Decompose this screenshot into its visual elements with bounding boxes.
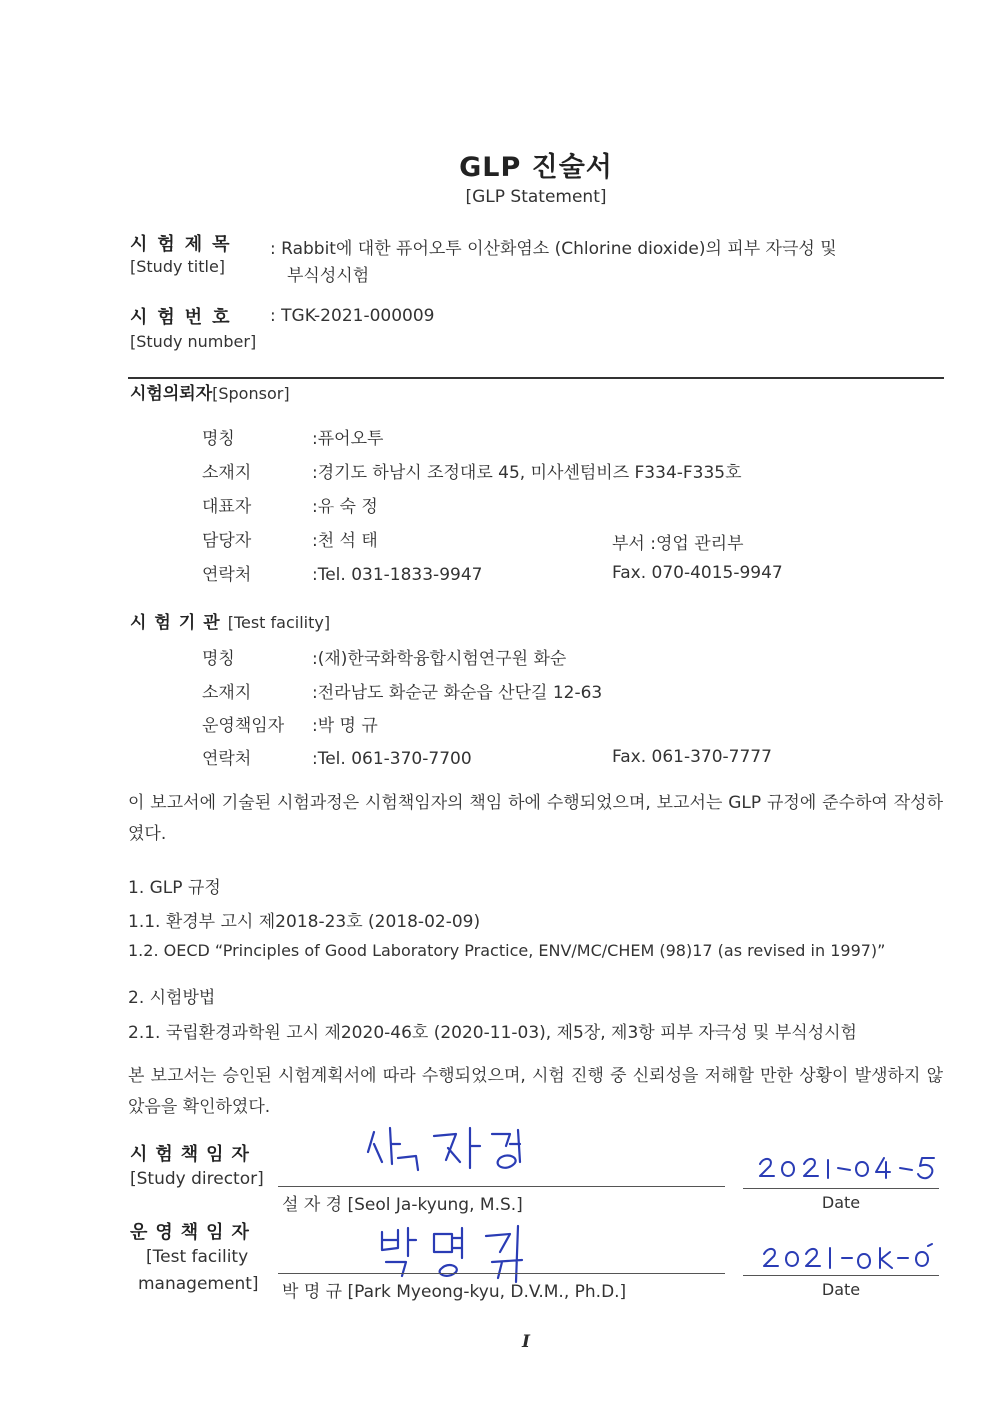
sponsor-address-row (202, 458, 742, 483)
rules-item-1: 1.1. 환경부 고시 제2018-23호 (2018-02-09) (128, 912, 481, 932)
manager-label-en-line2: management] (138, 1274, 259, 1294)
facility-manager-value: :박 명 규 (312, 716, 378, 736)
sponsor-contact-row (202, 526, 378, 551)
sponsor-contact-label: 담당자 (202, 531, 252, 551)
director-name: 설 자 경 [Seol Ja-kyung, M.S.] (282, 1195, 523, 1215)
sponsor-heading-ko: 시험의뢰자 (130, 384, 213, 404)
director-handwritten-date-image (750, 1150, 940, 1186)
facility-address-value: :전라남도 화순군 화순읍 산단길 12-63 (312, 683, 603, 703)
director-date-strokes (760, 1158, 934, 1178)
director-date-line (743, 1188, 939, 1189)
sponsor-phone-value: :Tel. 031-1833-9947 (312, 565, 483, 585)
manager-signature-line (278, 1273, 725, 1274)
manager-date-line (743, 1275, 939, 1276)
sponsor-dept: 부서 :영업 관리부 (612, 534, 744, 554)
rules-item-2: 1.2. OECD “Principles of Good Laboratory Practice, ENV/MC/CHEM (98)17 (as revised in 1997)” (128, 941, 886, 960)
manager-name: 박 명 규 [Park Myeong-kyu, D.V.M., Ph.D.] (282, 1282, 627, 1302)
sponsor-heading (130, 379, 290, 404)
facility-manager-row (202, 711, 378, 736)
facility-heading-ko: 시험기관 (130, 613, 228, 633)
page-subtitle: [GLP Statement] (465, 187, 607, 207)
facility-fax: Fax. 061-370-7777 (612, 747, 772, 767)
methods-item-1: 2.1. 국립환경과학원 고시 제2020-46호 (2020-11-03), 제5장, 제3항 피부 자극성 및 부식성시험 (128, 1023, 857, 1043)
study-number-label-en: [Study number] (130, 332, 257, 351)
manager-date-label: Date (821, 1280, 861, 1299)
facility-manager-label: 운영책임자 (202, 716, 285, 736)
director-label-en: [Study director] (130, 1169, 264, 1189)
confirmation-paragraph: 본 보고서는 승인된 시험계획서에 따라 수행되었으며, 시험 진행 중 신뢰성을 저해할 만한 상황이 발생하지 않았음을 확인하였다. (128, 1066, 943, 1117)
facility-phone-label: 연락처 (202, 749, 252, 769)
statement-paragraph: 이 보고서에 기술된 시험과정은 시험책임자의 책임 하에 수행되었으며, 보고서는 GLP 규정에 준수하여 작성하였다. (128, 793, 943, 844)
rules-heading: 1. GLP 규정 (128, 878, 221, 898)
sponsor-name-label: 명칭 (202, 429, 235, 449)
director-date-label: Date (821, 1193, 861, 1212)
director-signature-line (278, 1186, 725, 1187)
sponsor-name-value: :퓨어오투 (312, 429, 384, 449)
manager-label-en-line1: [Test facility (146, 1247, 249, 1267)
study-number-value: : TGK-2021-000009 (270, 306, 435, 326)
study-title-label-en: [Study title] (130, 257, 226, 276)
page-title: GLP 진술서 (459, 152, 613, 183)
sponsor-name-row (202, 424, 383, 449)
director-signature-strokes (368, 1128, 520, 1170)
facility-name-row (202, 644, 566, 669)
sponsor-phone-label: 연락처 (202, 565, 252, 585)
sponsor-address-value: :경기도 하남시 조정대로 45, 미사센텀비즈 F334-F335호 (312, 463, 742, 483)
manager-date-strokes (764, 1244, 932, 1268)
study-number-label-ko: 시험번호 (130, 307, 240, 328)
director-signature-image (360, 1122, 540, 1182)
director-label-ko: 시험책임자 (130, 1144, 257, 1165)
facility-address-label: 소재지 (202, 683, 252, 703)
facility-heading (130, 608, 330, 633)
facility-name-label: 명칭 (202, 649, 235, 669)
study-title-value-line2: 부식성시험 (287, 266, 370, 286)
sponsor-contact-value: :천 석 태 (312, 531, 378, 551)
facility-phone-row (202, 744, 472, 769)
sponsor-rep-label: 대표자 (202, 497, 252, 517)
methods-heading: 2. 시험방법 (128, 988, 216, 1008)
sponsor-address-label: 소재지 (202, 463, 252, 483)
sponsor-rep-value: :유 숙 정 (312, 497, 378, 517)
study-title-label-ko: 시험제목 (130, 234, 240, 255)
study-title-value-line1: : Rabbit에 대한 퓨어오투 이산화염소 (Chlorine dioxide)의 피부 자극성 및 (270, 239, 837, 259)
page-number: I (522, 1332, 530, 1352)
sponsor-phone-row (202, 560, 482, 585)
facility-name-value: :(재)한국화학융합시험연구원 화순 (312, 649, 567, 669)
sponsor-fax: Fax. 070-4015-9947 (612, 563, 783, 583)
facility-phone-value: :Tel. 061-370-7700 (312, 749, 472, 769)
facility-address-row (202, 678, 602, 703)
sponsor-heading-en: [Sponsor] (212, 384, 290, 403)
manager-handwritten-date-image (756, 1240, 936, 1276)
facility-heading-en: [Test facility] (227, 613, 331, 632)
manager-label-ko: 운영책임자 (130, 1222, 257, 1243)
sponsor-rep-row (202, 492, 378, 517)
